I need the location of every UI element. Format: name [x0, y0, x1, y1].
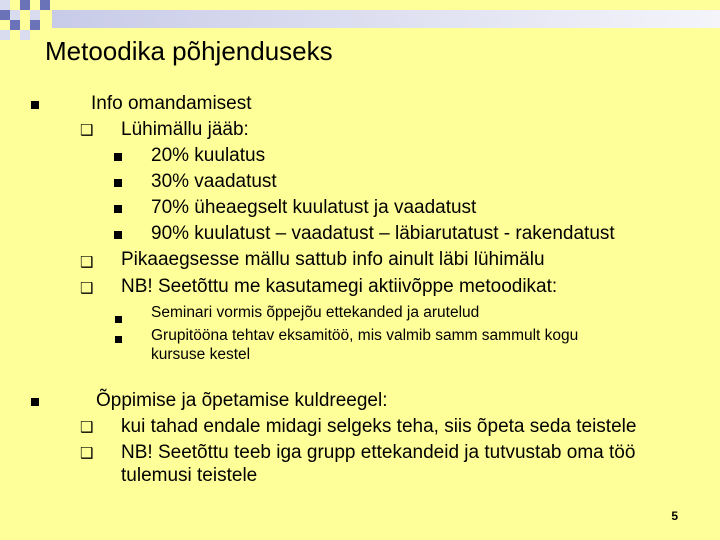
bullet-kuldreegel: Õppimise ja õpetamise kuldreegel:	[96, 390, 388, 411]
bullet-nb-ettekanded-cont: tulemusi teistele	[121, 465, 258, 486]
bullet-opeta-teistele: kui tahad endale midagi selgeks teha, siis õpeta seda teistele	[121, 416, 637, 437]
square-bullet-icon	[31, 101, 39, 109]
hollow-square-bullet-icon: ❑	[80, 279, 94, 297]
bullet-seminari: Seminari vormis õppejõu ettekanded ja arutelud	[151, 304, 480, 321]
hollow-square-bullet-icon: ❑	[80, 418, 94, 436]
bullet-grupitoo-cont: kursuse kestel	[151, 346, 251, 363]
square-bullet-icon	[115, 336, 122, 343]
bullet-nb-aktiivope: NB! Seetõttu me kasutamegi aktiivõppe metoodikat:	[121, 276, 558, 297]
square-bullet-icon	[114, 231, 122, 239]
bullet-info-omandamisest: Info omandamisest	[91, 93, 252, 114]
square-bullet-icon	[31, 398, 39, 406]
bullet-30-percent: 30% vaadatust	[151, 171, 277, 192]
hollow-square-bullet-icon: ❑	[80, 253, 94, 271]
bullet-pikaaegsesse: Pikaaegsesse mällu sattub info ainult läbi lühimälu	[121, 249, 545, 270]
header-decoration	[0, 0, 720, 40]
bullet-20-percent: 20% kuulatus	[151, 145, 266, 166]
hollow-square-bullet-icon: ❑	[80, 444, 94, 462]
square-bullet-icon	[114, 205, 122, 213]
square-bullet-icon	[114, 153, 122, 161]
slide-title: Metoodika põhjenduseks	[45, 36, 333, 66]
bullet-grupitoo: Grupitööna tehtav eksamitöö, mis valmib samm sammult kogu	[151, 327, 579, 344]
square-bullet-icon	[115, 316, 122, 323]
page-number: 5	[671, 509, 678, 523]
bullet-90-percent: 90% kuulatust – vaadatust – läbiarutatust - rakendatust	[151, 223, 615, 244]
square-bullet-icon	[114, 179, 122, 187]
bullet-luhimallu: Lühimällu jääb:	[121, 119, 249, 140]
bullet-nb-ettekanded: NB! Seetõttu teeb iga grupp ettekandeid ja tutvustab oma töö	[121, 442, 636, 463]
hollow-square-bullet-icon: ❑	[80, 121, 94, 139]
bullet-70-percent: 70% üheaegselt kuulatust ja vaadatust	[151, 197, 477, 218]
